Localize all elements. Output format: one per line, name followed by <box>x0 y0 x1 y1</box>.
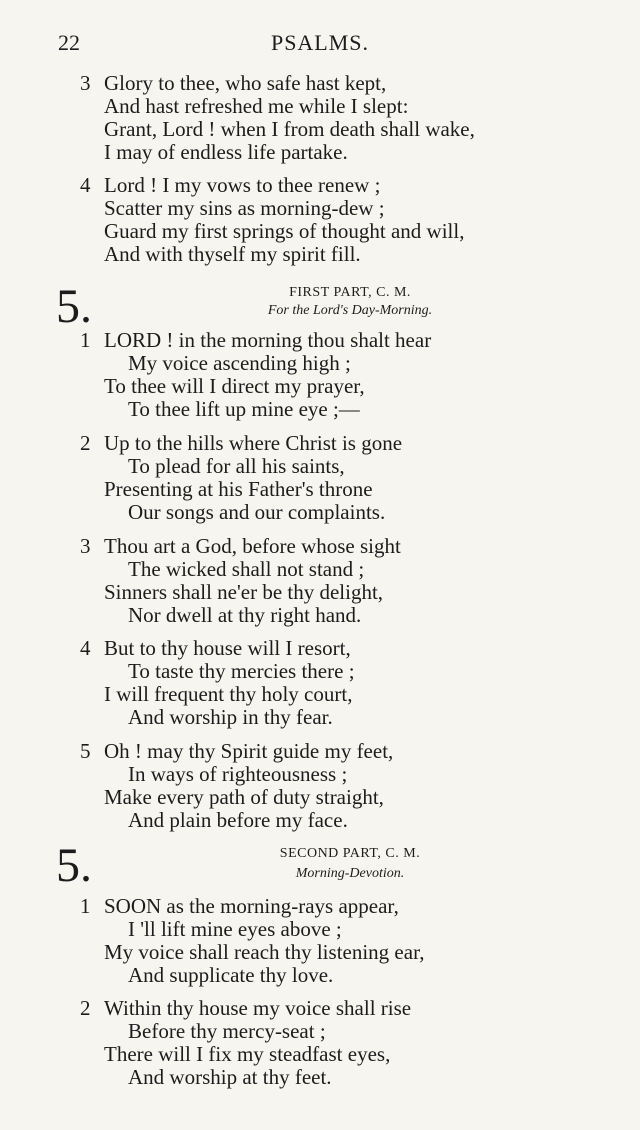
hymn-number: 5. <box>56 280 92 333</box>
verse-line: And worship in thy fear. <box>128 705 333 729</box>
verse-line: The wicked shall not stand ; <box>128 557 365 581</box>
verse-line: I 'll lift mine eyes above ; <box>128 917 342 941</box>
verse-line: And plain before my face. <box>128 808 348 832</box>
verse-number: 4 <box>80 173 91 197</box>
verse-line: Up to the hills where Christ is gone <box>104 431 403 455</box>
verse-number: 4 <box>80 636 91 660</box>
verse-line: Lord ! I my vows to thee renew ; <box>104 173 381 197</box>
part-subtitle: Morning-Devotion. <box>295 866 405 881</box>
running-title: PSALMS. <box>270 30 370 55</box>
verse-line: In ways of righteousness ; <box>128 762 348 786</box>
part-subtitle: For the Lord's Day-Morning. <box>267 303 433 318</box>
verse-line: Scatter my sins as morning-dew ; <box>104 196 385 220</box>
verse-number: 1 <box>80 328 91 352</box>
verse-line: My voice shall reach thy listening ear, <box>104 940 425 964</box>
verse-line: To thee lift up mine eye ;— <box>128 397 360 421</box>
verse-line: To taste thy mercies there ; <box>128 659 355 683</box>
verse-line: I may of endless life partake. <box>104 140 348 164</box>
verse-number: 3 <box>80 71 91 95</box>
verse-line: My voice ascending high ; <box>128 351 351 375</box>
verse-line: And worship at thy feet. <box>128 1065 332 1089</box>
verse-line: Thou art a God, before whose sight <box>104 534 401 558</box>
verse-line: Glory to thee, who safe hast kept, <box>104 71 387 95</box>
part-title: FIRST PART, C. M. <box>289 285 411 300</box>
verse-line: To plead for all his saints, <box>128 454 345 478</box>
verse-line: Sinners shall ne'er be thy delight, <box>104 580 384 604</box>
hymn-number: 5. <box>56 839 92 892</box>
verse-line: Guard my first springs of thought and will, <box>104 219 465 243</box>
verse-line: LORD ! in the morning thou shalt hear <box>104 328 432 352</box>
verse-line: I will frequent thy holy court, <box>104 682 353 706</box>
verse-number: 2 <box>80 996 91 1020</box>
verse-number: 3 <box>80 534 91 558</box>
verse-line: But to thy house will I resort, <box>104 636 351 660</box>
verse-line: And hast refreshed me while I slept: <box>104 94 409 118</box>
verse-line: And supplicate thy love. <box>128 963 334 987</box>
verse-line: Grant, Lord ! when I from death shall wake, <box>104 117 475 141</box>
verse-line: Our songs and our complaints. <box>128 500 386 524</box>
verse-line: And with thyself my spirit fill. <box>104 242 361 266</box>
verse-line: Make every path of duty straight, <box>104 785 384 809</box>
verse-line: Oh ! may thy Spirit guide my feet, <box>104 739 394 763</box>
verse-line: Before thy mercy-seat ; <box>128 1019 326 1043</box>
verse-line: Within thy house my voice shall rise <box>104 996 412 1020</box>
verse-line: To thee will I direct my prayer, <box>104 374 365 398</box>
verse-number: 2 <box>80 431 91 455</box>
verse-line: Nor dwell at thy right hand. <box>128 603 362 627</box>
verse-line: Presenting at his Father's throne <box>104 477 373 501</box>
verse-line: There will I fix my steadfast eyes, <box>104 1042 391 1066</box>
verse-line: SOON as the morning-rays appear, <box>104 894 399 918</box>
part-title: SECOND PART, C. M. <box>279 846 421 861</box>
verse-number: 1 <box>80 894 91 918</box>
verse-number: 5 <box>80 739 91 763</box>
page-number: 22 <box>58 30 80 55</box>
